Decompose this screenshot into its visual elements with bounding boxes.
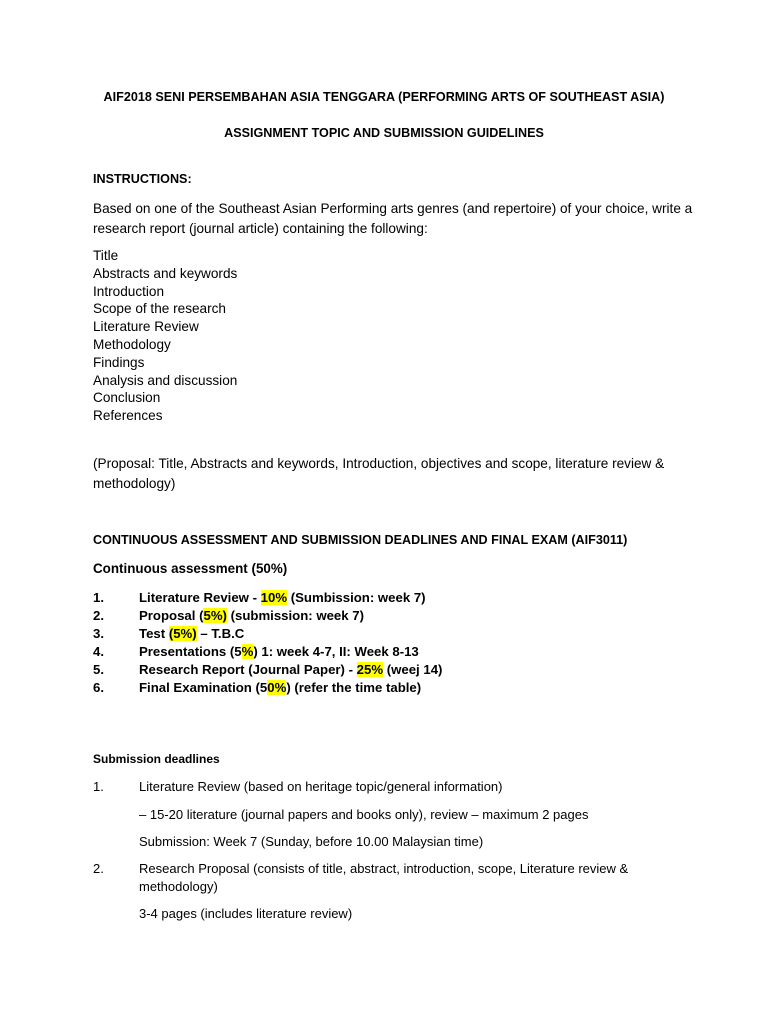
list-item: Introduction <box>93 283 165 299</box>
highlighted-weight: 25% <box>356 662 384 677</box>
list-item: Abstracts and keywords <box>93 265 238 281</box>
highlighted-weight: % <box>241 644 254 659</box>
submission-item <box>93 778 653 796</box>
assessment-item <box>93 625 442 643</box>
item-number: 1. <box>93 779 104 794</box>
highlighted-weight: (5%) <box>168 626 197 641</box>
assessment-heading: CONTINUOUS ASSESSMENT AND SUBMISSION DEADLINES AND FINAL EXAM (AIF3011) <box>93 533 628 547</box>
submission-detail: 3-4 pages (includes literature review) <box>139 906 353 921</box>
list-item: Findings <box>93 354 145 370</box>
item-text-end: (submission: week 7) <box>226 608 364 623</box>
item-number: 4. <box>93 644 104 659</box>
item-text-end: ) 1: week 4-7, II: Week 8-13 <box>253 644 419 659</box>
submission-detail: – 15-20 literature (journal papers and books only), review – maximum 2 pages <box>139 807 589 822</box>
course-title: AIF2018 SENI PERSEMBAHAN ASIA TENGGARA (PERFORMING ARTS OF SOUTHEAST ASIA) <box>103 90 665 104</box>
assessment-item <box>93 589 442 607</box>
item-text: Presentations (5 <box>139 644 242 659</box>
item-text: Literature Review (based on heritage topic/general information) <box>139 779 503 794</box>
item-text: Research Proposal (consists of title, abstract, introduction, scope, Literature review & methodology) <box>139 861 629 894</box>
submission-detail: Submission: Week 7 (Sunday, before 10.00 Malaysian time) <box>139 834 484 849</box>
list-item: Literature Review <box>93 319 199 335</box>
item-text: Research Report (Journal Paper) - <box>139 662 357 677</box>
item-number: 1. <box>93 590 104 605</box>
assessment-item <box>93 679 442 697</box>
list-item: Analysis and discussion <box>93 372 238 388</box>
assessment-item <box>93 607 442 625</box>
list-item: Title <box>93 248 119 263</box>
item-text-end: – T.B.C <box>196 626 245 641</box>
assessment-item <box>93 661 442 679</box>
item-number: 2. <box>93 861 104 876</box>
list-item: References <box>93 408 163 424</box>
highlighted-weight: 5%) <box>203 608 227 623</box>
instructions-heading: INSTRUCTIONS: <box>93 172 192 186</box>
list-item: Methodology <box>93 336 171 352</box>
highlighted-weight: 0% <box>267 680 287 695</box>
document-subtitle: ASSIGNMENT TOPIC AND SUBMISSION GUIDELINES <box>224 126 544 140</box>
item-text: Final Examination (5 <box>139 680 268 695</box>
assessment-list <box>93 589 442 697</box>
highlighted-weight: 10% <box>260 590 288 605</box>
item-number: 2. <box>93 608 104 623</box>
instructions-text: Based on one of the Southeast Asian Performing arts genres (and repertoire) of your choice, write a research report (journal article) containing the following: <box>93 201 693 236</box>
item-text: Test <box>139 626 169 641</box>
assessment-item <box>93 643 442 661</box>
item-number: 6. <box>93 680 104 695</box>
item-text: Literature Review - <box>139 590 261 605</box>
item-number: 5. <box>93 662 104 677</box>
continuous-assessment-label: Continuous assessment (50%) <box>93 561 288 576</box>
item-text-end: ) (refer the time table) <box>286 680 422 695</box>
item-text-end: (Sumbission: week 7) <box>287 590 426 605</box>
submission-item <box>93 860 653 896</box>
report-components-list <box>93 247 237 425</box>
submission-deadlines-heading: Submission deadlines <box>93 752 220 766</box>
list-item: Scope of the research <box>93 301 226 317</box>
proposal-note: (Proposal: Title, Abstracts and keywords, Introduction, objectives and scope, literature review & methodology) <box>93 456 665 491</box>
list-item: Conclusion <box>93 390 161 406</box>
item-text-end: (weej 14) <box>383 662 443 677</box>
item-number: 3. <box>93 626 104 641</box>
item-text: Proposal ( <box>139 608 204 623</box>
